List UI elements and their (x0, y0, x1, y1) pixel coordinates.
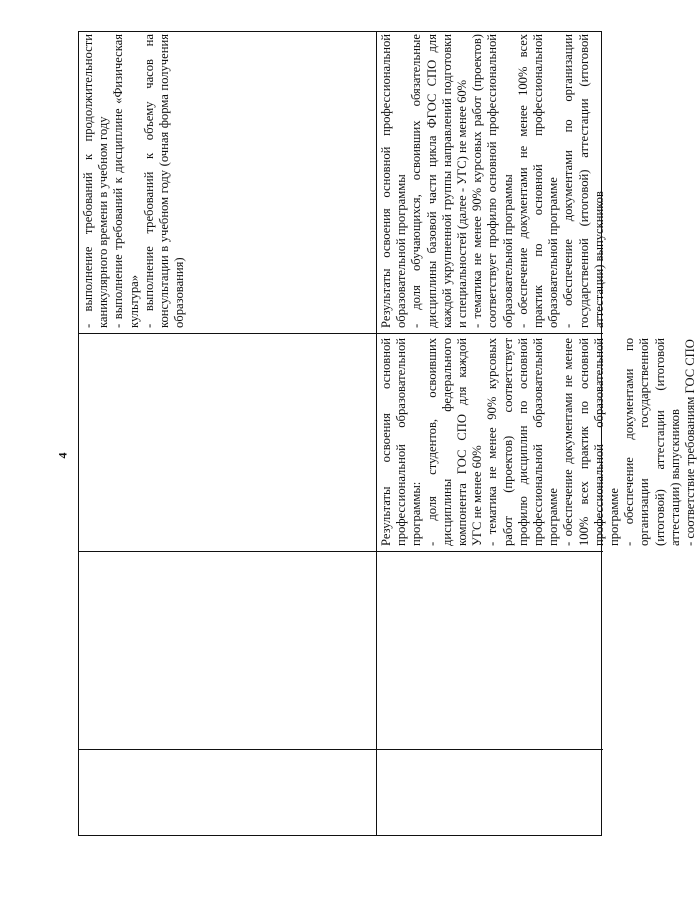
cell-line: - доля обучающихся, освоивших обязательные дисциплины базовой части цикла ФГОС СПО для каждой укрупненной группы направлений подготовки и специальностей (далее - УГС) не менее 60% (409, 34, 470, 328)
cell-line: - обеспечение документами по организации государственной (итоговой) аттестации (итоговой аттестации) выпускников (561, 34, 606, 328)
table-cell (377, 333, 698, 551)
table-cell (377, 749, 603, 835)
cell-line: Результаты освоения основной профессиональной образовательной программы: (379, 338, 424, 546)
table-cell (79, 30, 376, 333)
cell-line: - выполнение требований к продолжительности каникулярного времени в учебном году (81, 34, 111, 328)
page-number: 4 (55, 452, 70, 459)
cell-line: - тематика не менее 90% курсовых работ (проектов) соответствует профилю дисциплин по основной профессиональной образовательной программе (485, 338, 561, 546)
cell-line: - выполнение требований к дисциплине «Физическая культура» (111, 34, 141, 328)
cell-text (377, 30, 607, 333)
cell-text (377, 334, 698, 551)
table-cell (377, 551, 603, 749)
table-cell (79, 749, 376, 835)
table-row (79, 32, 377, 835)
rotated-page-area (78, 31, 698, 836)
cell-line: - тематика не менее 90% курсовых работ (проектов) соответствует профилю основной профессиональной образовательной программы (470, 34, 515, 328)
cell-text (79, 30, 187, 333)
cell-line: - соответствие требованиям ГОС СПО (683, 339, 698, 546)
requirements-table (78, 31, 698, 836)
table-cell (79, 551, 376, 749)
cell-line: Результаты освоения основной профессиональной образовательной программы (379, 34, 409, 328)
cell-line: - обеспечение документами не менее 100% всех практик по основной профессиональной образовательной программе (515, 34, 561, 328)
table-row (377, 32, 698, 835)
table-cell (377, 30, 606, 333)
cell-line: - выполнение требований к объему часов на консультации в учебном году (очная форма получения образования) (141, 34, 187, 328)
cell-line: - обеспечение документами по организации государственной (итоговой) аттестации (итоговой аттестации) выпускников (622, 338, 682, 546)
table-cell (79, 333, 376, 551)
cell-line: - обеспечение документами не менее 100% всех практик по основной профессиональной образовательной программе (561, 338, 622, 546)
cell-line: - доля студентов, освоивших дисциплины федерального компонента ГОС СПО для каждой УГС не менее 60% (424, 338, 485, 546)
